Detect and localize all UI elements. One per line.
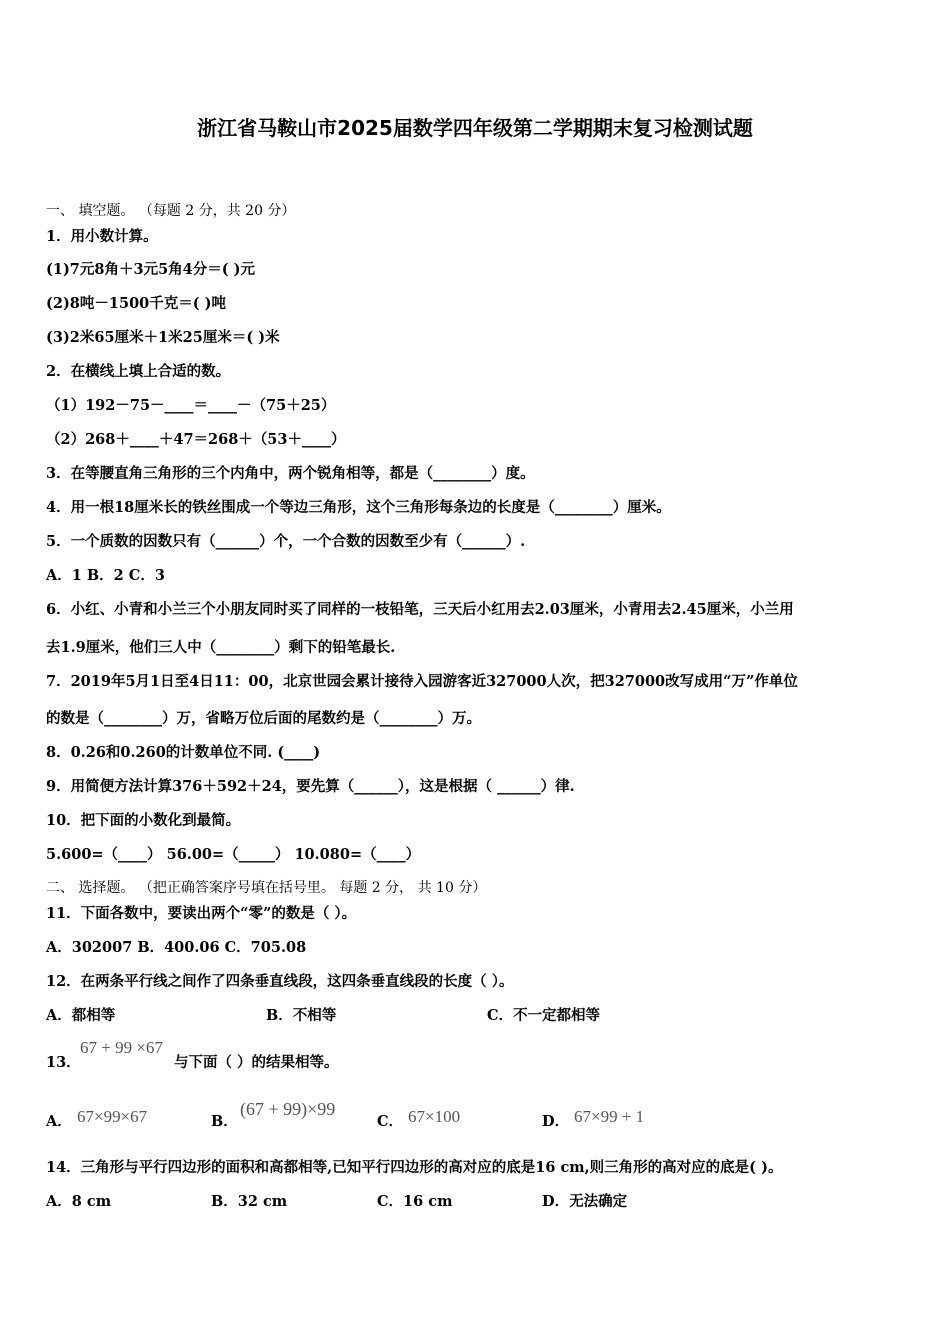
question-13-option-c-label: C． bbox=[377, 1113, 404, 1130]
question-14: 14．三角形与平行四边形的面积和高都相等,已知平行四边形的高对应的底是16 cm,则三角形的高对应的底是( )。 bbox=[46, 1159, 783, 1176]
question-10-decimals: 5.600=（____） 56.00=（_____） 10.080=（____） bbox=[46, 846, 421, 863]
question-13-option-a-label: A． bbox=[46, 1113, 72, 1130]
question-3: 3．在等腰直角三角形的三个内角中，两个锐角相等，都是（________）度。 bbox=[46, 465, 535, 482]
question-14-option-a: A．8 cm bbox=[46, 1193, 112, 1210]
question-1-part-1: (1)7元8角＋3元5角4分＝( )元 bbox=[46, 261, 256, 278]
question-12-option-c: C．不一定都相等 bbox=[487, 1007, 601, 1024]
question-14-option-d: D．无法确定 bbox=[542, 1193, 628, 1210]
question-5: 5．一个质数的因数只有（______）个，一个合数的因数至少有（______）. bbox=[46, 533, 526, 550]
question-2: 2．在横线上填上合适的数。 bbox=[46, 363, 231, 380]
question-9: 9．用简便方法计算376＋592＋24，要先算（______），这是根据（ ______）律. bbox=[46, 778, 575, 795]
question-4: 4．用一根18厘米长的铁丝围成一个等边三角形，这个三角形每条边的长度是（________）厘米。 bbox=[46, 499, 671, 516]
question-13-option-c-expr: 67×100 bbox=[408, 1107, 461, 1126]
question-5-options: A．1 B．2 C．3 bbox=[46, 567, 165, 584]
question-11: 11．下面各数中，要读出两个“零”的数是（ ）。 bbox=[46, 905, 357, 922]
section-heading-fill-in: 一、 填空题。 （每题 2 分，共 20 分） bbox=[46, 203, 296, 219]
section-heading-multiple-choice: 二、 选择题。 （把正确答案序号填在括号里。 每题 2 分， 共 10 分） bbox=[46, 880, 487, 896]
question-7-line-2: 的数是（________）万，省略万位后面的尾数约是（________）万。 bbox=[46, 710, 481, 727]
question-8: 8．0.26和0.260的计数单位不同. (____) bbox=[46, 744, 321, 761]
question-11-options: A．302007 B．400.06 C．705.08 bbox=[46, 939, 307, 956]
question-10: 10．把下面的小数化到最简。 bbox=[46, 812, 241, 829]
question-1-part-3: (3)2米65厘米＋1米25厘米＝( )米 bbox=[46, 329, 280, 346]
question-1-part-2: (2)8吨－1500千克＝( )吨 bbox=[46, 295, 227, 312]
question-12: 12．在两条平行线之间作了四条垂直线段，这四条垂直线段的长度（ ）。 bbox=[46, 973, 514, 990]
question-2-part-1: （1）192－75－____＝____－（75＋25） bbox=[46, 397, 336, 414]
question-14-option-c: C．16 cm bbox=[377, 1193, 453, 1210]
question-6-line-1: 6．小红、小青和小兰三个小朋友同时买了同样的一枝铅笔，三天后小红用去2.03厘米，小青用去2.45厘米，小兰用 bbox=[46, 601, 794, 618]
question-13-option-d-label: D． bbox=[542, 1113, 570, 1130]
question-14-option-b: B．32 cm bbox=[211, 1193, 288, 1210]
question-13-option-d-expr: 67×99 + 1 bbox=[574, 1107, 645, 1126]
question-13-expression: 67 + 99 ×67 bbox=[80, 1038, 163, 1057]
question-2-part-2: （2）268＋____＋47＝268＋（53＋____） bbox=[46, 431, 346, 448]
question-13-number: 13． bbox=[46, 1054, 81, 1071]
question-12-option-a: A．都相等 bbox=[46, 1007, 116, 1024]
question-1: 1．用小数计算。 bbox=[46, 228, 158, 245]
page-title: 浙江省马鞍山市2025届数学四年级第二学期期末复习检测试题 bbox=[197, 116, 753, 140]
question-13-text: 与下面（ ）的结果相等。 bbox=[174, 1054, 339, 1071]
question-6-line-2: 去1.9厘米，他们三人中（________）剩下的铅笔最长. bbox=[46, 639, 396, 656]
question-13-option-b-label: B． bbox=[211, 1113, 238, 1130]
question-13-option-a-expr: 67×99×67 bbox=[77, 1107, 148, 1126]
question-13-option-b-expr: (67 + 99)×99 bbox=[240, 1099, 336, 1119]
question-12-option-b: B．不相等 bbox=[266, 1007, 337, 1024]
question-7-line-1: 7．2019年5月1日至4日11：00，北京世园会累计接待入园游客近327000人次，把327000改写成用“万”作单位 bbox=[46, 673, 798, 690]
